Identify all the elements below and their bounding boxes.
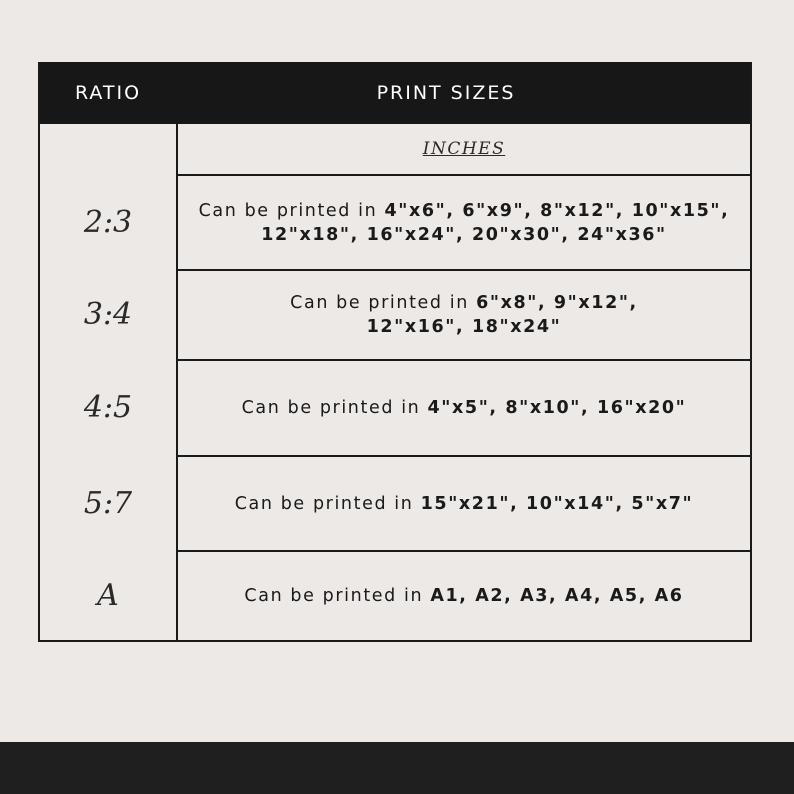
- sizes-cell: [178, 361, 750, 455]
- sizes-list: A1, A2, A3, A4, A5, A6: [430, 586, 684, 606]
- ratio-cell: 2:3: [83, 205, 133, 240]
- footer-band: [0, 742, 794, 794]
- sizes-list: 6"x8", 9"x12", 12"x16", 18"x24": [366, 293, 638, 337]
- sizes-list: 4"x5", 8"x10", 16"x20": [427, 398, 687, 418]
- sizes-cell: [178, 457, 750, 550]
- ratio-cell: 3:4: [83, 297, 133, 332]
- sizes-list: 15"x21", 10"x14", 5"x7": [420, 493, 694, 514]
- sizes-cell: [178, 552, 750, 640]
- table-header: [40, 62, 750, 124]
- ratio-cell: 4:5: [83, 390, 133, 425]
- sizes-text: Can be printed in 4"x6", 6"x9", 8"x12", 10"x15", 12"x18", 16"x24", 20"x30", 24"x36": [198, 200, 730, 245]
- print-sizes-table: [38, 62, 752, 642]
- ratio-cell: 5:7: [83, 486, 133, 521]
- sizes-text: Can be printed in A1, A2, A3, A4, A5, A6: [244, 586, 684, 606]
- sizes-cell: [178, 176, 750, 269]
- sizes-text: Can be printed in 4"x5", 8"x10", 16"x20": [241, 398, 687, 418]
- sizes-text: Can be printed in 6"x8", 9"x12", 12"x16", 18"x24": [290, 293, 638, 337]
- sizes-cell: [178, 271, 750, 359]
- sizes-list: 4"x6", 6"x9", 8"x12", 10"x15", 12"x18", 16"x24", 20"x30", 24"x36": [261, 200, 730, 245]
- ratio-cell: A: [97, 578, 119, 613]
- sizes-text: Can be printed in 15"x21", 10"x14", 5"x7": [234, 493, 694, 514]
- header-ratio: RATIO: [74, 82, 142, 104]
- header-print-sizes: PRINT SIZES: [376, 82, 516, 104]
- units-label: INCHES: [422, 139, 506, 159]
